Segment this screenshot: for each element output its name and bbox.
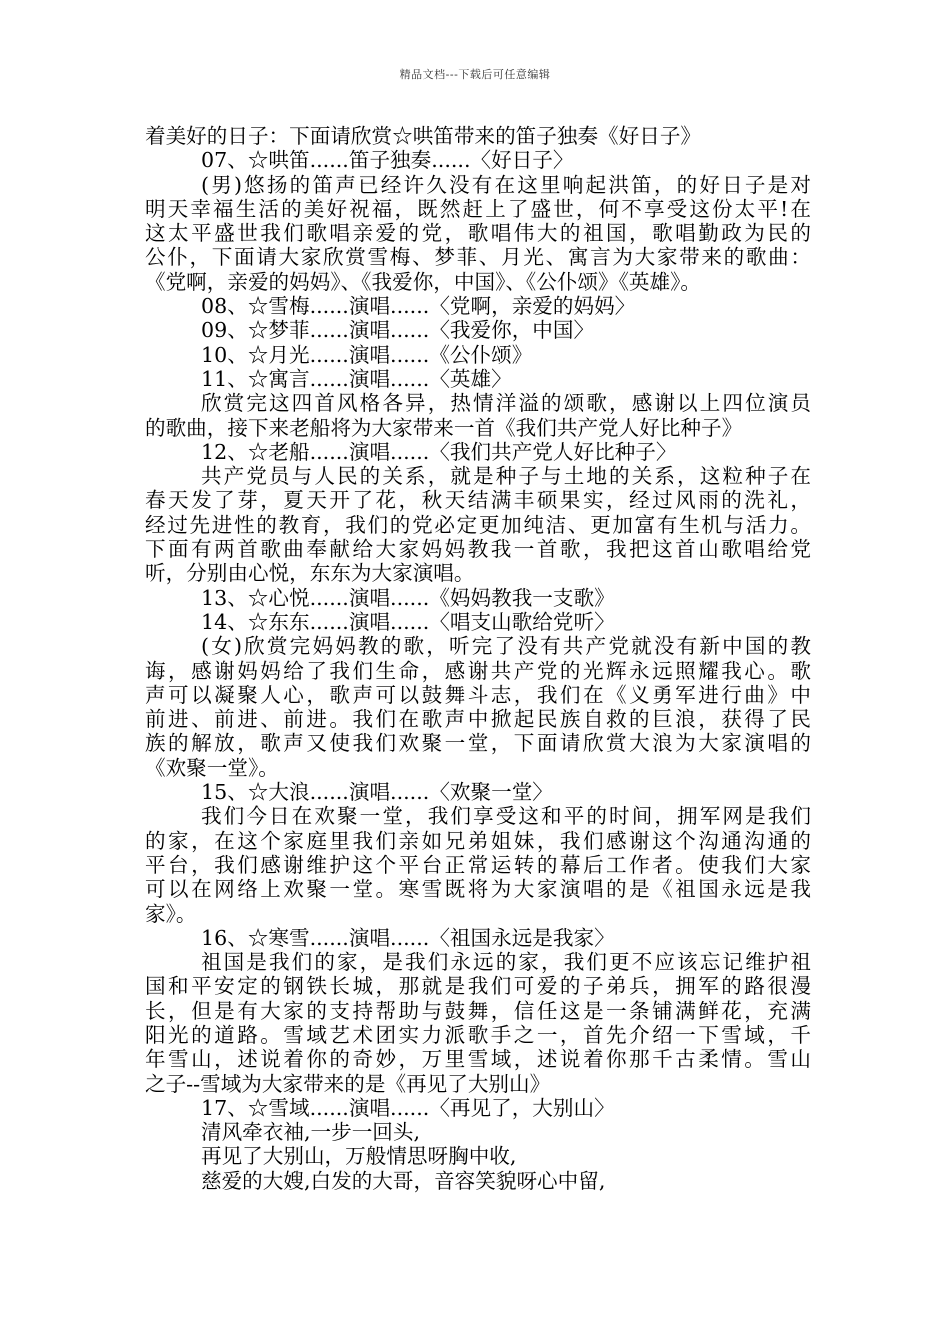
- text-line: 国和平安定的钢铁长城，那就是我们可爱的子弟兵，拥军的路很漫: [145, 974, 811, 999]
- text-line: 的家，在这个家庭里我们亲如兄弟姐妹，我们感谢这个沟通沟通的: [145, 828, 811, 853]
- text-line: 《党啊，亲爱的妈妈》、《我爱你，中国》、《公仆颂》《英雄》。: [145, 269, 702, 294]
- text-line: 欣赏完这四首风格各异，热情洋溢的颂歌，感谢以上四位演员: [201, 391, 811, 416]
- text-line: 再见了大别山，万般情思呀胸中收,: [201, 1144, 517, 1169]
- text-line: 长，但是有大家的支持帮助与鼓舞，信任这是一条铺满鲜花，充满: [145, 998, 811, 1023]
- text-line: 14、☆东东......演唱......〈唱支山歌给党听〉: [201, 609, 615, 634]
- text-line: 着美好的日子：下面请欣赏☆哄笛带来的笛子独奏《好日子》: [145, 124, 702, 148]
- text-line: 春天发了芽，夏天开了花，秋天结满丰硕果实，经过风雨的洗礼，: [145, 488, 811, 513]
- text-line: 公仆，下面请大家欣赏雪梅、梦菲、月光、寓言为大家带来的歌曲：: [145, 245, 811, 270]
- text-line: 这太平盛世我们歌唱亲爱的党，歌唱伟大的祖国，歌唱勤政为民的: [145, 221, 811, 246]
- text-line: 共产党员与人民的关系，就是种子与土地的关系，这粒种子在: [201, 464, 811, 489]
- text-line: 声可以凝聚人心，歌声可以鼓舞斗志，我们在《义勇军进行曲》中: [145, 682, 811, 707]
- text-line: 07、☆哄笛......笛子独奏......〈好日子〉: [201, 148, 574, 173]
- text-line: 听，分别由心悦，东东为大家演唱。: [145, 561, 475, 586]
- text-line: 阳光的道路。雪域艺术团实力派歌手之一，首先介绍一下雪域，千: [145, 1022, 811, 1047]
- text-line: 10、☆月光......演唱......《公仆颂》: [201, 342, 533, 367]
- document-body: [145, 124, 811, 1193]
- text-line: 诲，感谢妈妈给了我们生命，感谢共产党的光辉永远照耀我心。歌: [145, 658, 811, 683]
- text-line: 年雪山，述说着你的奇妙，万里雪域，述说着你那千古柔情。雪山: [145, 1047, 811, 1072]
- text-line: 祖国是我们的家，是我们永远的家，我们更不应该忘记维护祖: [201, 950, 811, 975]
- text-line: (男)悠扬的笛声已经许久没有在这里响起洪笛，的好日子是对: [201, 172, 811, 197]
- text-line: 家》。: [145, 901, 197, 926]
- text-line: 前进、前进、前进。我们在歌声中掀起民族自救的巨浪，获得了民: [145, 707, 811, 732]
- text-line: 12、☆老船......演唱......〈我们共产党人好比种子〉: [201, 439, 677, 464]
- text-line: 11、☆寓言......演唱......〈英雄〉: [201, 366, 512, 391]
- text-line: 《欢聚一堂》。: [145, 755, 279, 780]
- text-line: 清风牵衣袖,一步一回头,: [201, 1120, 421, 1145]
- text-line: 之子--雪域为大家带来的是《再见了大别山》: [145, 1071, 551, 1096]
- text-line: 的歌曲，接下来老船将为大家带来一首《我们共产党人好比种子》: [145, 415, 743, 440]
- text-line: 17、☆雪域......演唱......〈再见了，大别山〉: [201, 1095, 615, 1120]
- text-line: 明天幸福生活的美好祝福，既然赶上了盛世，何不享受这份太平!在: [145, 196, 811, 221]
- text-line: 09、☆梦菲......演唱......〈我爱你，中国〉: [201, 318, 595, 343]
- text-line: 经过先进性的教育，我们的党必定更加纯洁、更加富有生机与活力。: [145, 512, 811, 537]
- text-line: 下面有两首歌曲奉献给大家妈妈教我一首歌，我把这首山歌唱给党: [145, 537, 811, 562]
- text-line: (女)欣赏完妈妈教的歌，听完了没有共产党就没有新中国的教: [201, 634, 811, 659]
- page-header: 精品文档---下载后可任意编辑: [399, 68, 551, 81]
- text-line: 15、☆大浪......演唱......〈欢聚一堂〉: [201, 780, 553, 805]
- text-line: 08、☆雪梅......演唱......〈党啊，亲爱的妈妈〉: [201, 294, 636, 319]
- text-line: 平台，我们感谢维护这个平台正常运转的幕后工作者。使我们大家: [145, 852, 811, 877]
- text-line: 我们今日在欢聚一堂，我们享受这和平的时间，拥军网是我们: [201, 804, 811, 829]
- text-line: 13、☆心悦......演唱......《妈妈教我一支歌》: [201, 585, 615, 610]
- text-line: 可以在网络上欢聚一堂。寒雪既将为大家演唱的是《祖国永远是我: [145, 877, 811, 902]
- text-line: 慈爱的大嫂,白发的大哥，音容笑貌呀心中留,: [201, 1168, 606, 1193]
- text-line: 16、☆寒雪......演唱......〈祖国永远是我家〉: [201, 925, 615, 950]
- text-line: 族的解放，歌声又使我们欢聚一堂，下面请欣赏大浪为大家演唱的: [145, 731, 811, 756]
